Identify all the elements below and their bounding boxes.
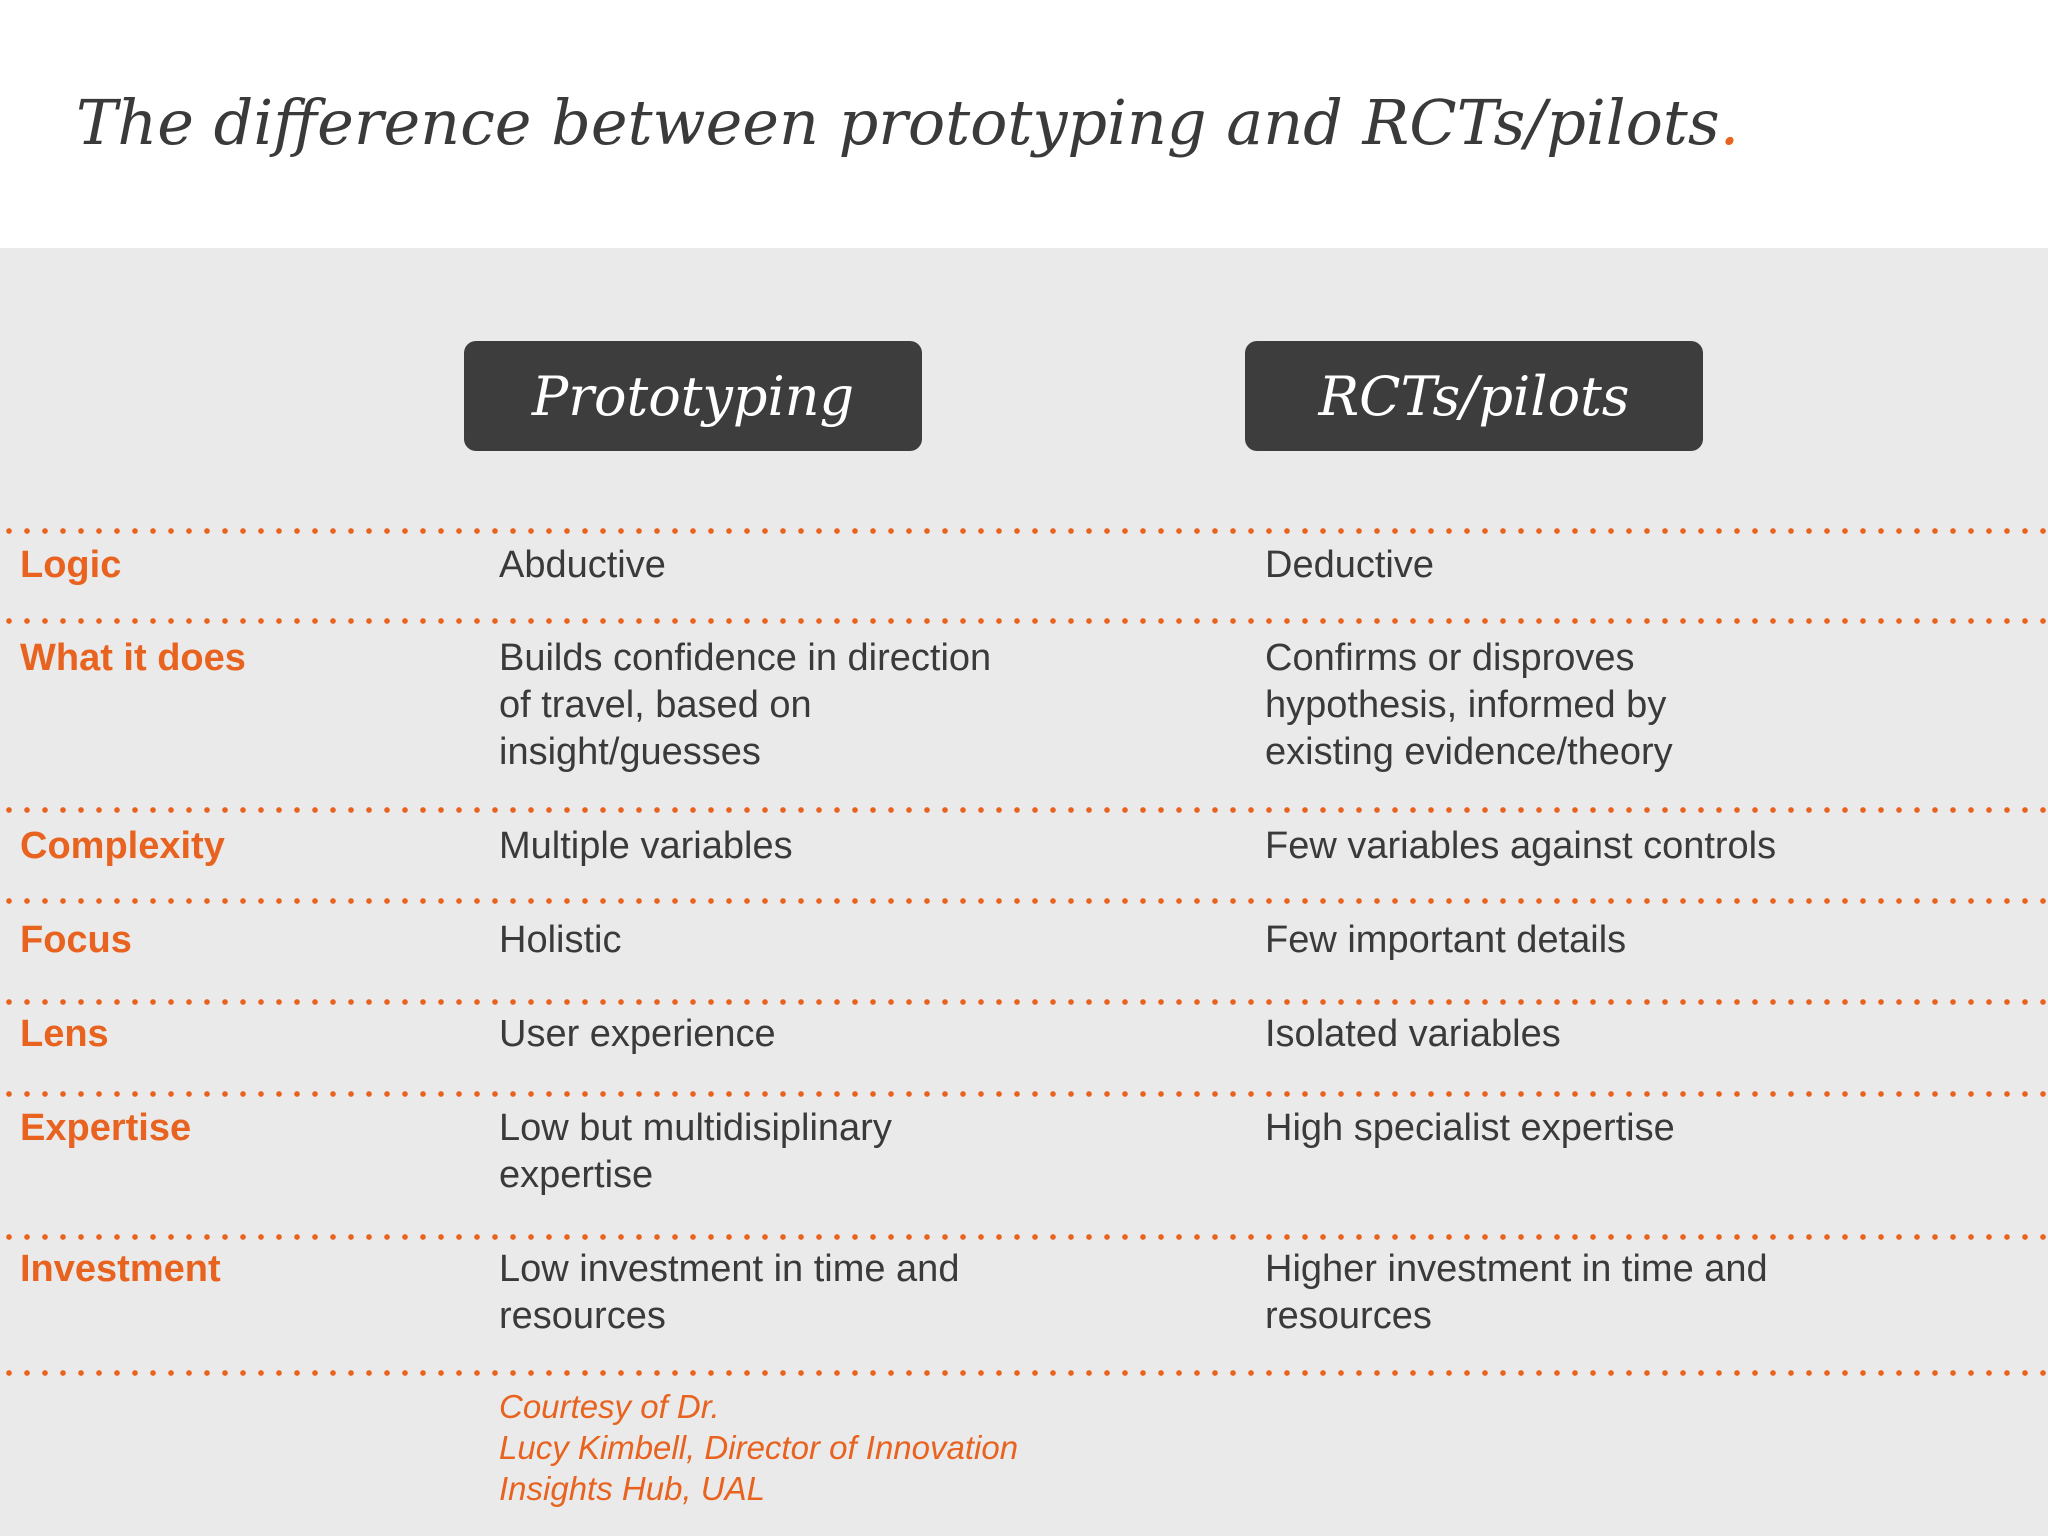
cell-focus-prototyping: Holistic xyxy=(499,919,622,961)
row-separator xyxy=(0,528,2048,534)
cell-complexity-prototyping: Multiple variables xyxy=(499,825,793,867)
column-header-rcts: RCTs/pilots xyxy=(1245,341,1703,451)
header-band xyxy=(0,0,2048,248)
row-separator xyxy=(0,1370,2048,1376)
cell-lens-rcts: Isolated variables xyxy=(1265,1013,1561,1055)
cell-expertise-rcts: High specialist expertise xyxy=(1265,1107,1675,1149)
cell-lens-prototyping: User experience xyxy=(499,1013,776,1055)
cell-logic-prototyping: Abductive xyxy=(499,544,666,586)
column-header-prototyping: Prototyping xyxy=(464,341,922,451)
row-separator xyxy=(0,1234,2048,1240)
cell-investment-prototyping: Low investment in time and resources xyxy=(499,1248,960,1337)
cell-focus-rcts: Few important details xyxy=(1265,919,1627,961)
cell-what-it-does-prototyping: Builds confidence in direction of travel, based on insight/guesses xyxy=(499,637,992,773)
row-label-focus: Focus xyxy=(20,919,132,961)
row-label-expertise: Expertise xyxy=(20,1107,192,1149)
cell-complexity-rcts: Few variables against controls xyxy=(1265,825,1777,867)
row-separator xyxy=(0,1091,2048,1097)
row-label-what-it-does: What it does xyxy=(20,637,246,679)
row-label-logic: Logic xyxy=(20,544,122,586)
row-separator xyxy=(0,999,2048,1005)
row-separator xyxy=(0,898,2048,904)
row-separator xyxy=(0,618,2048,624)
cell-logic-rcts: Deductive xyxy=(1265,544,1434,586)
cell-what-it-does-rcts: Confirms or disproves hypothesis, informed by existing evidence/theory xyxy=(1265,637,1673,773)
title-period: . xyxy=(1719,86,1740,159)
page-title-text: The difference between prototyping and RCTs/pilots xyxy=(76,86,1720,159)
row-label-investment: Investment xyxy=(20,1248,221,1290)
row-separator xyxy=(0,807,2048,813)
cell-investment-rcts: Higher investment in time and resources xyxy=(1265,1248,1768,1337)
page-title xyxy=(76,86,1740,159)
row-label-complexity: Complexity xyxy=(20,825,225,867)
credit-note: Courtesy of Dr. Lucy Kimbell, Director of Innovation Insights Hub, UAL xyxy=(499,1388,1019,1507)
row-label-lens: Lens xyxy=(20,1013,109,1055)
cell-expertise-prototyping: Low but multidisiplinary expertise xyxy=(499,1107,892,1196)
